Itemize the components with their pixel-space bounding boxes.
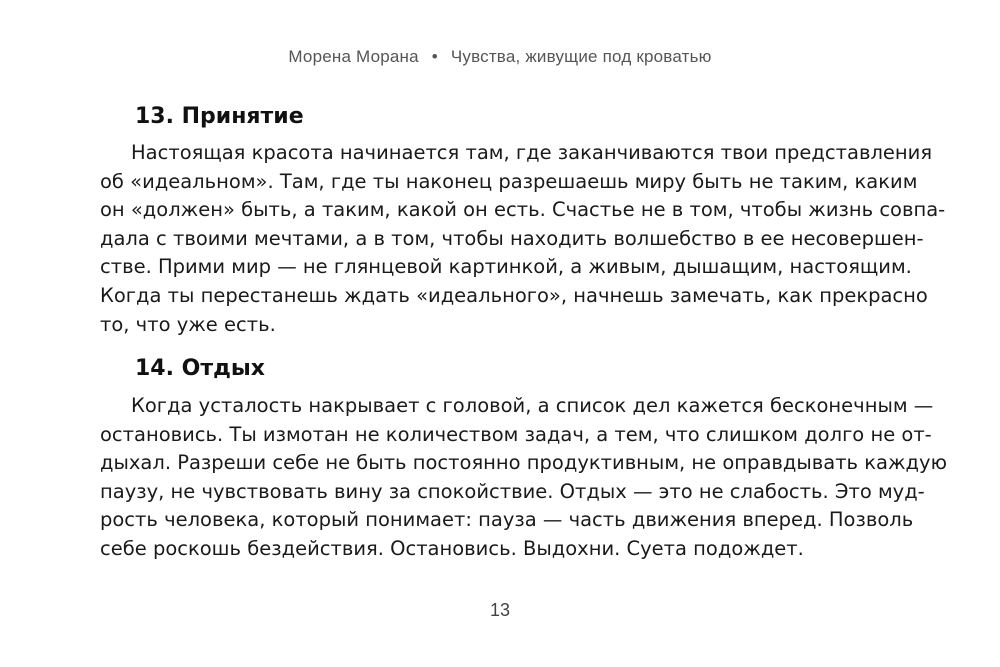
text-line: паузу, не чувствовать вину за спокойствие. Отдых — это не слабость. Это муд- [100, 479, 925, 503]
text-line: дыхал. Разреши себе не быть постоянно продуктивным, не оправдывать каждую [100, 451, 947, 475]
section-14-paragraph [100, 392, 947, 564]
text-line: остановись. Ты измотан не количеством задач, а тем, что слишком долго не от- [100, 422, 932, 446]
header-author: Морена Морана [288, 47, 419, 66]
page-number: 13 [489, 600, 511, 620]
section-title-13: 13. Принятие [135, 104, 304, 129]
section-13-paragraph [100, 139, 946, 339]
text-line: Когда усталость накрывает с головой, а список дел кажется бесконечным — [131, 394, 934, 417]
text-line: об «идеальном». Там, где ты наконец разрешаешь миру быть не таким, каким [100, 169, 918, 193]
text-line: рость человека, который понимает: пауза — часть движения вперед. Позволь [100, 508, 914, 532]
text-line: дала с твоими мечтами, а в том, чтобы находить волшебство в ее несовершен- [100, 226, 924, 250]
section-title-14: 14. Отдых [135, 356, 265, 381]
text-line: он «должен» быть, а таким, какой он есть. Счастье не в том, чтобы жизнь совпа- [100, 198, 946, 222]
text-line: Когда ты перестанешь ждать «идеального», начнешь замечать, как прекрасно [100, 283, 928, 307]
running-header [0, 47, 1000, 67]
header-separator: • [431, 47, 438, 66]
text-line: Настоящая красота начинается там, где заканчиваются твои представления [131, 141, 933, 164]
text-line: себе роскошь бездействия. Остановись. Выдохни. Суета подождет. [100, 536, 804, 560]
header-book-title: Чувства, живущие под кроватью [450, 47, 712, 66]
text-line: то, что уже есть. [100, 312, 276, 336]
text-line: стве. Прими мир — не глянцевой картинкой, а живым, дышащим, настоящим. [100, 255, 912, 279]
